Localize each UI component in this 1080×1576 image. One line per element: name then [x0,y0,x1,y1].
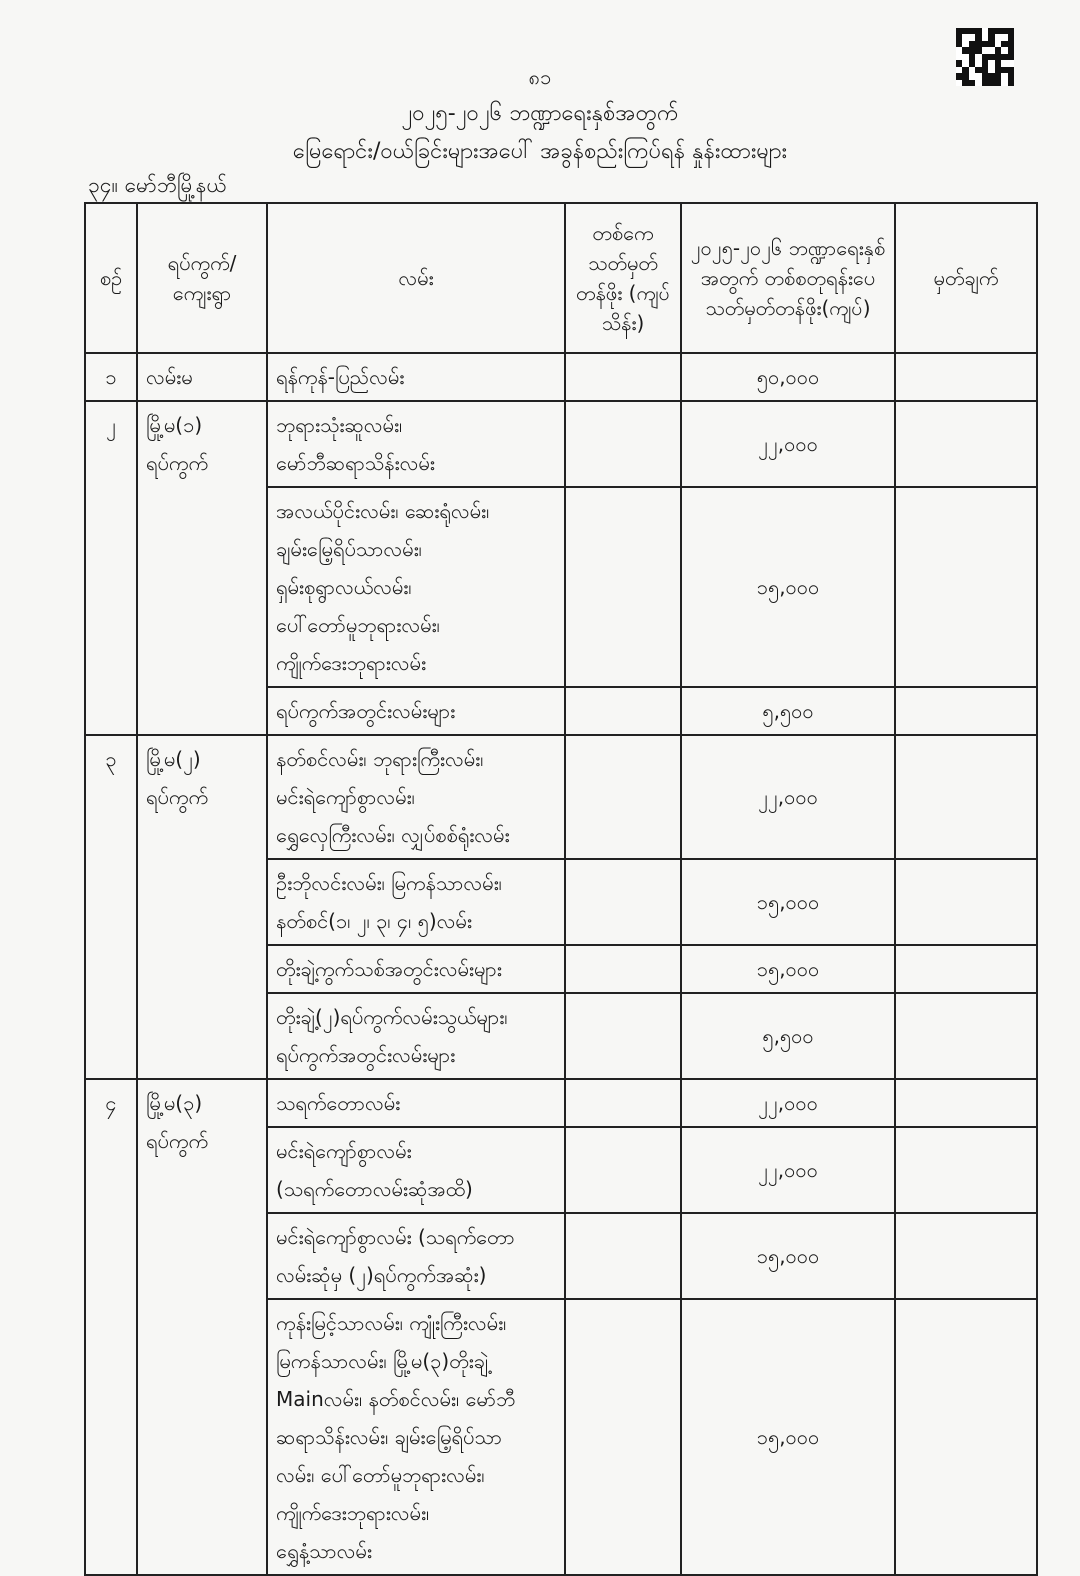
road-line: ရပ်ကွက်အတွင်းလမ်းများ [276,1043,456,1067]
cell-remark [895,945,1037,993]
cell-prev-rate [565,1127,681,1213]
road-line: အလယ်ပိုင်းလမ်း၊ ဆေးရုံလမ်း၊ [276,499,490,523]
road-line: တိုးချဲ့ကွက်သစ်အတွင်းလမ်းများ [276,957,502,981]
cell-remark [895,687,1037,735]
table-row [85,735,1037,859]
cell-prev-rate [565,401,681,487]
header-prev-rate: တစ်ကေ သတ်မှတ် တန်ဖိုး (ကျပ်သိန်း) [565,203,681,353]
cell-remark [895,401,1037,487]
cell-new-rate: ၁၅,၀၀၀ [681,859,895,945]
road-line: သရက်တောလမ်း [276,1091,401,1115]
cell-ward: မြို့မ(၃) ရပ်ကွက် [137,1079,267,1575]
table-header-row [85,203,1037,353]
cell-road [267,1127,565,1213]
road-line: ပေါ်တော်မူဘုရားလမ်း၊ [276,613,440,637]
cell-ward: လမ်းမ [137,353,267,401]
cell-road [267,735,565,859]
header-road: လမ်း [267,203,565,353]
road-line: ဦးဘိုလင်းလမ်း၊ မြကန်သာလမ်း၊ [276,871,502,895]
page-title-line2: မြေရောင်း/ဝယ်ခြင်းများအပေါ် အခွန်စည်းကြပ်ရန် နှုန်းထားများ [292,139,788,164]
cell-road [267,487,565,687]
road-line: ရွှေလှေကြီးလမ်း၊ လျှပ်စစ်ရုံးလမ်း [276,823,510,847]
table-body [85,353,1037,1575]
road-line: လမ်းဆုံမှ (၂)ရပ်ကွက်အဆုံး) [276,1263,487,1287]
cell-remark [895,1299,1037,1575]
cell-new-rate: ၁၅,၀၀၀ [681,1213,895,1299]
header-no: စဉ် [85,203,137,353]
cell-remark [895,1127,1037,1213]
road-line: ချမ်းမြေ့ရိပ်သာလမ်း၊ [276,537,422,561]
rates-table [84,202,1038,1576]
cell-prev-rate [565,1079,681,1127]
cell-remark [895,353,1037,401]
road-line: မြကန်သာလမ်း၊ မြို့မ(၃)တိုးချဲ့ [276,1349,489,1373]
cell-ward: မြို့မ(၁) ရပ်ကွက် [137,401,267,735]
cell-new-rate: ၂၂,၀၀၀ [681,1127,895,1213]
township-heading: ၃၄။ မော်ဘီမြို့နယ် [88,173,227,197]
cell-ward: မြို့မ(၂) ရပ်ကွက် [137,735,267,1079]
cell-remark [895,1079,1037,1127]
road-line: တိုးချဲ့(၂)ရပ်ကွက်လမ်းသွယ်များ၊ [276,1005,508,1029]
cell-no: ၁ [85,353,137,401]
road-line: ကုန်းမြင့်သာလမ်း၊ ကျုံးကြီးလမ်း၊ [276,1311,507,1335]
road-line: မင်းရဲကျော်စွာလမ်း၊ [276,785,415,809]
cell-prev-rate [565,1213,681,1299]
cell-road [267,945,565,993]
road-line: ရှမ်းစုရွာလယ်လမ်း၊ [276,575,412,599]
table-row [85,353,1037,401]
header-remark: မှတ်ချက် [895,203,1037,353]
road-line: မင်းရဲကျော်စွာလမ်း [276,1139,412,1163]
road-line: ဘုရားသုံးဆူလမ်း၊ [276,413,403,437]
road-line: ရပ်ကွက်အတွင်းလမ်းများ [276,699,456,723]
road-line: မင်းရဲကျော်စွာလမ်း (သရက်တော [276,1225,515,1249]
table-row [85,1079,1037,1127]
road-line: ကျိုက်ဒေးဘုရားလမ်း [276,651,427,675]
cell-prev-rate [565,1299,681,1575]
cell-new-rate: ၂၂,၀၀၀ [681,401,895,487]
cell-road [267,859,565,945]
cell-new-rate: ၁၅,၀၀၀ [681,1299,895,1575]
cell-prev-rate [565,687,681,735]
cell-new-rate: ၅၀,၀၀၀ [681,353,895,401]
road-line: ကျိုက်ဒေးဘုရားလမ်း၊ [276,1501,430,1525]
cell-remark [895,993,1037,1079]
road-line: မော်ဘီဆရာသိန်းလမ်း [276,451,435,475]
cell-prev-rate [565,859,681,945]
road-line: (သရက်တောလမ်းဆုံအထိ) [276,1177,473,1201]
cell-road [267,353,565,401]
cell-remark [895,487,1037,687]
cell-road [267,993,565,1079]
road-line: နတ်စင်(၁၊ ၂၊ ၃၊ ၄၊ ၅)လမ်း [276,909,472,933]
cell-prev-rate [565,353,681,401]
road-line: ရွှေနံ့သာလမ်း [276,1539,372,1563]
road-line: လမ်း၊ ပေါ်တော်မူဘုရားလမ်း၊ [276,1463,485,1487]
cell-new-rate: ၅,၅၀၀ [681,993,895,1079]
cell-new-rate: ၁၅,၀၀၀ [681,945,895,993]
cell-new-rate: ၁၅,၀၀၀ [681,487,895,687]
cell-prev-rate [565,993,681,1079]
cell-prev-rate [565,735,681,859]
cell-new-rate: ၂၂,၀၀၀ [681,1079,895,1127]
cell-road [267,1213,565,1299]
cell-no: ၂ [85,401,137,735]
header-ward: ရပ်ကွက်/ ကျေးရွာ [137,203,267,353]
page-number: ၈၁ [528,65,552,89]
cell-remark [895,859,1037,945]
cell-new-rate: ၂၂,၀၀၀ [681,735,895,859]
cell-prev-rate [565,945,681,993]
cell-no: ၄ [85,1079,137,1575]
cell-road [267,401,565,487]
cell-road [267,1299,565,1575]
cell-prev-rate [565,487,681,687]
cell-remark [895,735,1037,859]
cell-new-rate: ၅,၅၀၀ [681,687,895,735]
road-line: နတ်စင်လမ်း၊ ဘုရားကြီးလမ်း၊ [276,747,484,771]
road-line: ဆရာသိန်းလမ်း၊ ချမ်းမြေ့ရိပ်သာ [276,1425,502,1449]
road-line: ရန်ကုန်-ပြည်လမ်း [276,365,405,389]
cell-road [267,1079,565,1127]
cell-road [267,687,565,735]
table-row [85,401,1037,487]
page-title-line1: ၂၀၂၅-၂၀၂၆ ဘဏ္ဍာရေးနှစ်အတွက် [401,101,679,126]
header-new-rate: ၂၀၂၅-၂၀၂၆ ဘဏ္ဍာရေးနှစ်အတွက် တစ်စတုရန်းပေ သတ်မှတ်တန်ဖိုး(ကျပ်) [681,203,895,353]
cell-no: ၃ [85,735,137,1079]
road-line: Mainလမ်း၊ နတ်စင်လမ်း၊ မော်ဘီ [276,1387,516,1411]
cell-remark [895,1213,1037,1299]
